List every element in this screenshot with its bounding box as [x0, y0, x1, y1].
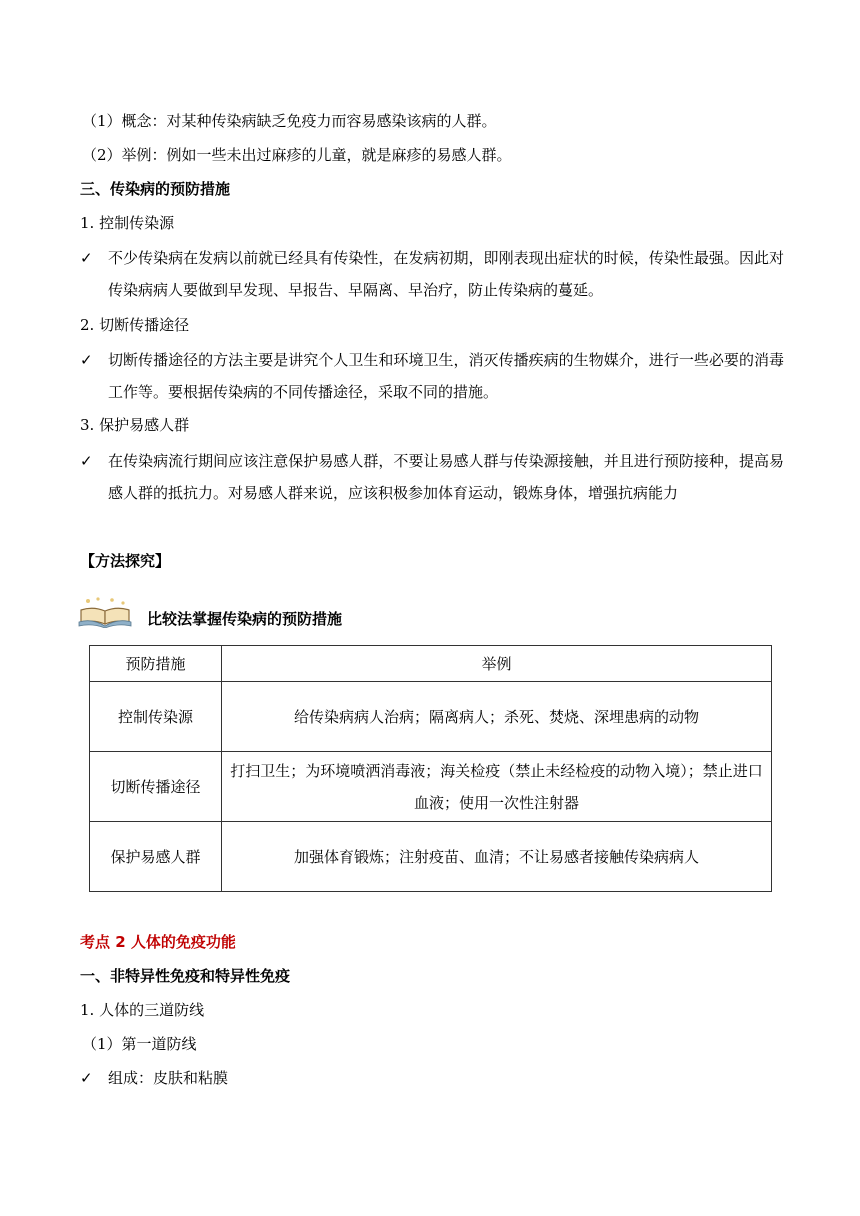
defense-lines-title: 1. 人体的三道防线	[80, 1001, 205, 1019]
item2-title: 2. 切断传播途径	[80, 316, 190, 334]
item3-title: 3. 保护易感人群	[80, 416, 190, 434]
check-icon: ✓	[80, 351, 93, 369]
section3-heading: 三、传染病的预防措施	[80, 180, 231, 198]
immunity-subheading: 一、非特异性免疫和特异性免疫	[80, 967, 291, 985]
table-cell: 控制传染源	[90, 682, 222, 752]
table-header: 举例	[222, 646, 772, 682]
item1-text: 不少传染病在发病以前就已经具有传染性，在发病初期，即刚表现出症状的时候，传染性最强。因此对传染病病人要做到早发现、早报告、早隔离、早治疗，防止传染病的蔓延。	[108, 249, 784, 299]
table-cell: 保护易感人群	[90, 822, 222, 892]
open-book-icon	[78, 596, 132, 632]
kaodian2-heading: 考点 2 人体的免疫功能	[80, 933, 236, 951]
table-row	[90, 752, 772, 822]
example-line: （2）举例：例如一些未出过麻疹的儿童，就是麻疹的易感人群。	[82, 146, 512, 164]
table-cell: 切断传播途径	[90, 752, 222, 822]
prevention-table	[89, 645, 772, 892]
check-icon: ✓	[80, 249, 93, 267]
table-cell: 加强体育锻炼；注射疫苗、血清；不让易感者接触传染病病人	[222, 822, 772, 892]
table-cell: 打扫卫生；为环境喷洒消毒液；海关检疫（禁止未经检疫的动物入境）；禁止进口血液；使用一次性注射器	[222, 752, 772, 822]
first-defense-line: （1）第一道防线	[82, 1035, 197, 1053]
table-cell: 给传染病病人治病；隔离病人；杀死、焚烧、深埋患病的动物	[222, 682, 772, 752]
table-header: 预防措施	[90, 646, 222, 682]
item2-text: 切断传播途径的方法主要是讲究个人卫生和环境卫生，消灭传播疾病的生物媒介，进行一些必要的消毒工作等。要根据传染病的不同传播途径，采取不同的措施。	[108, 351, 784, 401]
composition-text: 组成：皮肤和粘膜	[108, 1069, 229, 1087]
concept-line: （1）概念：对某种传染病缺乏免疫力而容易感染该病的人群。	[82, 112, 497, 130]
check-icon: ✓	[80, 1069, 93, 1087]
table-row	[90, 822, 772, 892]
item1-title: 1. 控制传染源	[80, 214, 175, 232]
table-row	[90, 682, 772, 752]
table-header-row	[90, 646, 772, 682]
item3-text: 在传染病流行期间应该注意保护易感人群，不要让易感人群与传染源接触，并且进行预防接种，提高易感人群的抵抗力。对易感人群来说，应该积极参加体育运动，锻炼身体，增强抗病能力	[108, 452, 784, 502]
check-icon: ✓	[80, 452, 93, 470]
method-title: 比较法掌握传染病的预防措施	[147, 610, 343, 628]
method-label: 【方法探究】	[80, 552, 171, 570]
